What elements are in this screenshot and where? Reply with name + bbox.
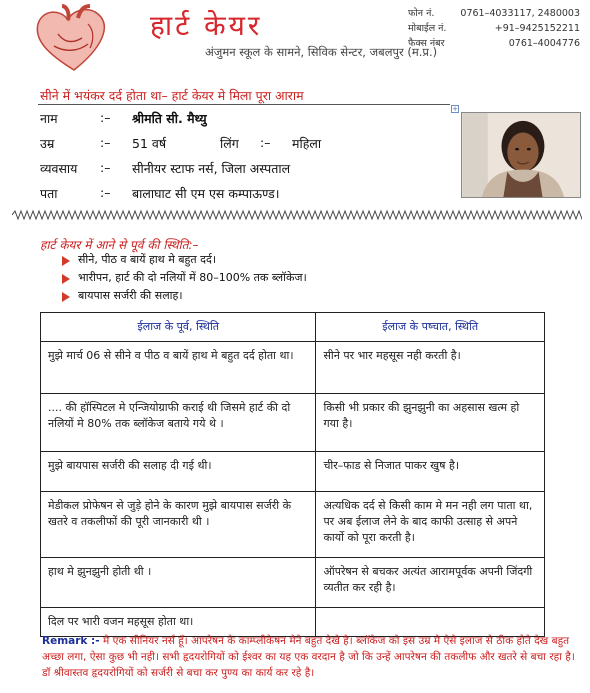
remark [42, 633, 582, 681]
comparison-table [40, 312, 545, 637]
headline: सीने में भयंकर दर्द होता था– हार्ट केयर मे मिला पूरा आराम [40, 88, 304, 103]
after-cell: चीर–फाड से निजात पाकर खुष है। [316, 452, 545, 492]
occupation-label: व्यवसाय [40, 161, 78, 176]
name-value: श्रीमति सी. मैथ्यु [132, 111, 207, 126]
separator: :– [100, 160, 111, 175]
heart-logo [28, 4, 120, 74]
separator: :– [100, 185, 111, 200]
column-header-before: ईलाज के पूर्व, स्थिति [41, 313, 316, 342]
clinic-name: हार्ट केयर [150, 9, 263, 42]
table-row [41, 342, 545, 394]
arrow-bullet-icon [62, 292, 70, 302]
table-row [41, 452, 545, 492]
name-label: नाम [40, 111, 58, 126]
gender-label: लिंग [220, 136, 239, 151]
before-cell: .... की हॉस्पिटल मे एन्जियोग्राफी कराई थी जिसमे हार्ट की दो नलियों मे 80% तक ब्लॉकेज बताये गये थे । [41, 394, 316, 452]
arrow-bullet-icon [62, 256, 70, 266]
occupation-value: सीनीयर स्टाफ नर्स, जिला अस्पताल [132, 161, 291, 176]
after-cell: ऑपरेषन से बचकर अत्यंत आरामपूर्वक अपनी जिंदगी व्यतीत कर रही है। [316, 558, 545, 608]
separator: :– [100, 110, 111, 125]
before-list [62, 252, 307, 306]
separator: :– [100, 135, 111, 150]
age-value: 51 वर्ष [132, 136, 167, 151]
arrow-bullet-icon [62, 274, 70, 284]
before-cell: मेडीकल प्रोफेषन से जुड़े होने के कारण मुझे बायपास सर्जरी के खतरे व तकलीफों की पूरी जानकारी थी । [41, 492, 316, 558]
before-cell: मुझे मार्च 06 से सीने व पीठ व बायें हाथ मे बहुत दर्द होता था। [41, 342, 316, 394]
expand-icon[interactable]: + [452, 105, 458, 113]
contact-mobile: मोबाईल नं. +91–9425152211 [408, 23, 580, 34]
after-cell: किसी भी प्रकार की झुनझुनी का अहसास खत्म हो गया है। [316, 394, 545, 452]
list-item: भारीपन, हार्ट की दो नलियों में 80–100% तक ब्लॉकेज। [62, 270, 307, 288]
separator: :– [260, 135, 271, 150]
table-row [41, 394, 545, 452]
after-cell: अत्यधिक दर्द से किसी काम मे मन नही लग पाता था, पर अब ईलाज लेने के बाद काफी उत्साह से अपने कार्यो को पूरा करती है। [316, 492, 545, 558]
decorative-divider [12, 208, 582, 222]
list-item: सीने, पीठ व बायें हाथ मे बहुत दर्द। [62, 252, 307, 270]
list-item: बायपास सर्जरी की सलाह। [62, 288, 307, 306]
remark-label: Remark :- [42, 635, 100, 647]
table-row [41, 492, 545, 558]
address-label: पता [40, 186, 58, 201]
age-label: उम्र [40, 136, 55, 151]
table-row [41, 558, 545, 608]
headline-underline [38, 104, 450, 105]
table-header-row [41, 313, 545, 342]
before-cell: मुझे बायपास सर्जरी की सलाह दी गई थी। [41, 452, 316, 492]
before-section-title: हार्ट केयर में आने से पूर्व की स्थिति:– [40, 238, 199, 252]
column-header-after: ईलाज के पष्चात, स्थिति [316, 313, 545, 342]
contact-phone: फोन नं. 0761–4033117, 2480003 [408, 8, 580, 19]
patient-photo [461, 112, 581, 198]
clinic-address: अंजुमन स्कूल के सामने, सिविक सेन्टर, जबलपुर (म.प्र.) [205, 45, 438, 59]
gender-value: महिला [292, 136, 322, 151]
before-cell: हाथ मे झुनझुनी होती थी । [41, 558, 316, 608]
contact-fax: फैक्स नंबर 0761–4004776 [408, 38, 580, 49]
before-cell: दिल पर भारी वजन महसूस होता था। [41, 608, 316, 637]
contact-block [408, 6, 580, 51]
address-value: बालाघाट सी एम एस कम्पाऊण्ड। [132, 186, 280, 201]
remark-text: मै एक सीनियर नर्स हूँ। आपरेषन के काम्प्लीकेषन मैने बहुत देखे है। ब्लॉकेज को इस उम्र मे ऐसे इलाज से ठीक होते देख बहुत अच्छा लगा, ऐसा कुछ भी नही। सभी हृदयरोगियों को ईश्वर का यह एक वरदान है जो कि उन्हें आपरेषन की तकलीफ और खतरे से बचा रहा है। डॉ श्रीवास्तव हृदयरोगियों को सर्जरी से बचा कर पुण्य का कार्य कर रहे है। [42, 635, 575, 679]
after-cell: सीने पर भार महसूस नही करती है। [316, 342, 545, 394]
